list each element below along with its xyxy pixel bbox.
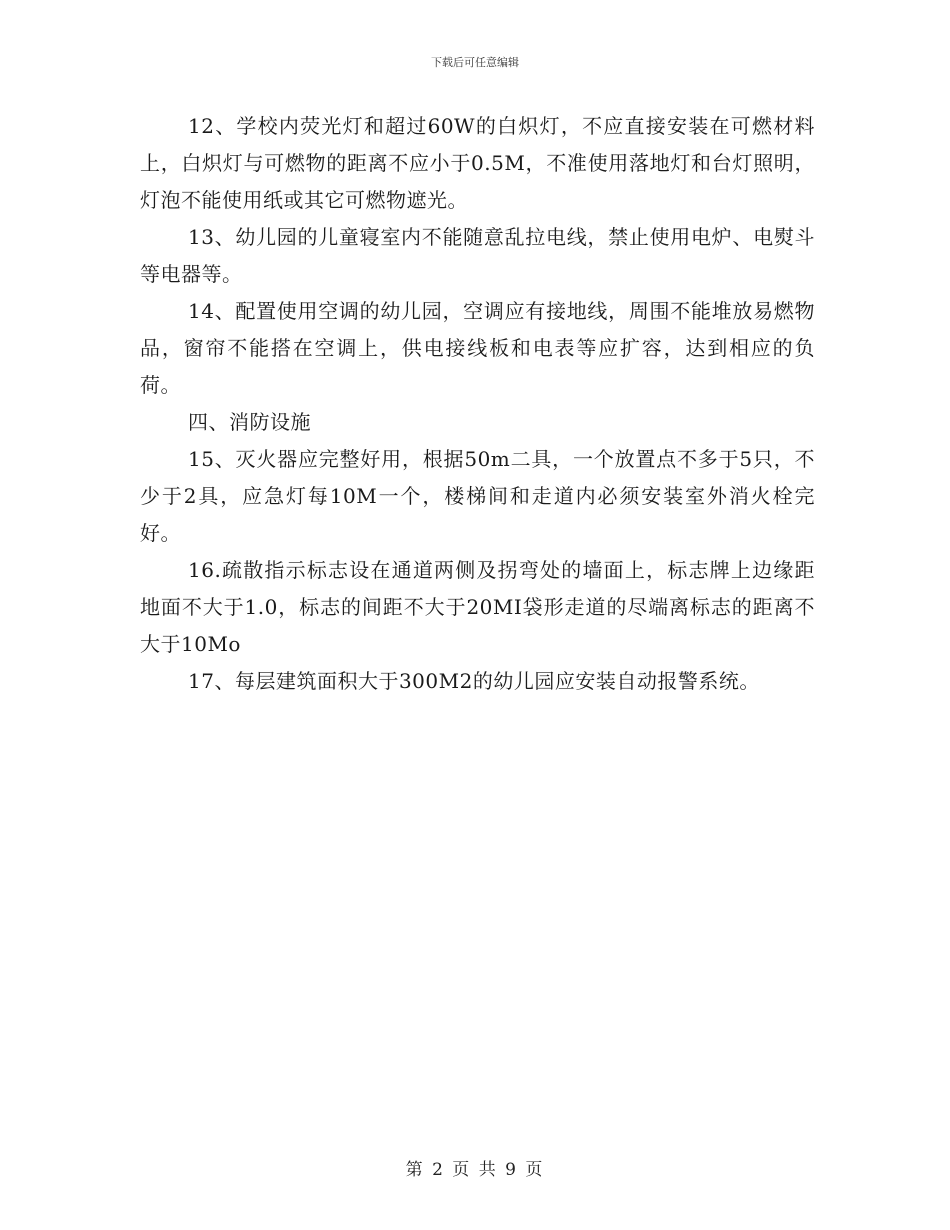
section-heading-fire-facilities: 四、消防设施 xyxy=(188,410,311,434)
paragraph-item-12: 12、学校内荧光灯和超过60W的白炽灯，不应直接安装在可燃材料上，白炽灯与可燃物的距离不应小于0.5M，不准使用落地灯和台灯照明，灯泡不能使用纸或其它可燃物遮光。 xyxy=(140,114,815,212)
paragraph-item-17: 17、每层建筑面积大于300M2的幼儿园应安装自动报警系统。 xyxy=(188,669,760,693)
paragraph-item-16: 16.疏散指示标志设在通道两侧及拐弯处的墙面上，标志牌上边缘距地面不大于1.0，标志的间距不大于20MI袋形走道的尽端离标志的距离不大于10Mo xyxy=(140,558,815,656)
document-body xyxy=(140,108,815,700)
paragraph-item-15: 15、灭火器应完整好用，根据50m二具，一个放置点不多于5只，不少于2具，应急灯每10M一个，楼梯间和走道内必须安装室外消火栓完好。 xyxy=(140,447,815,545)
page-number-footer: 第 2 页 共 9 页 xyxy=(405,1160,545,1180)
paragraph-item-14: 14、配置使用空调的幼儿园，空调应有接地线，周围不能堆放易燃物品，窗帘不能搭在空调上，供电接线板和电表等应扩容，达到相应的负荷。 xyxy=(140,299,815,397)
paragraph-item-13: 13、幼儿园的儿童寝室内不能随意乱拉电线，禁止使用电炉、电熨斗等电器等。 xyxy=(140,225,815,286)
page-header: 下载后可任意编辑 xyxy=(431,56,519,69)
